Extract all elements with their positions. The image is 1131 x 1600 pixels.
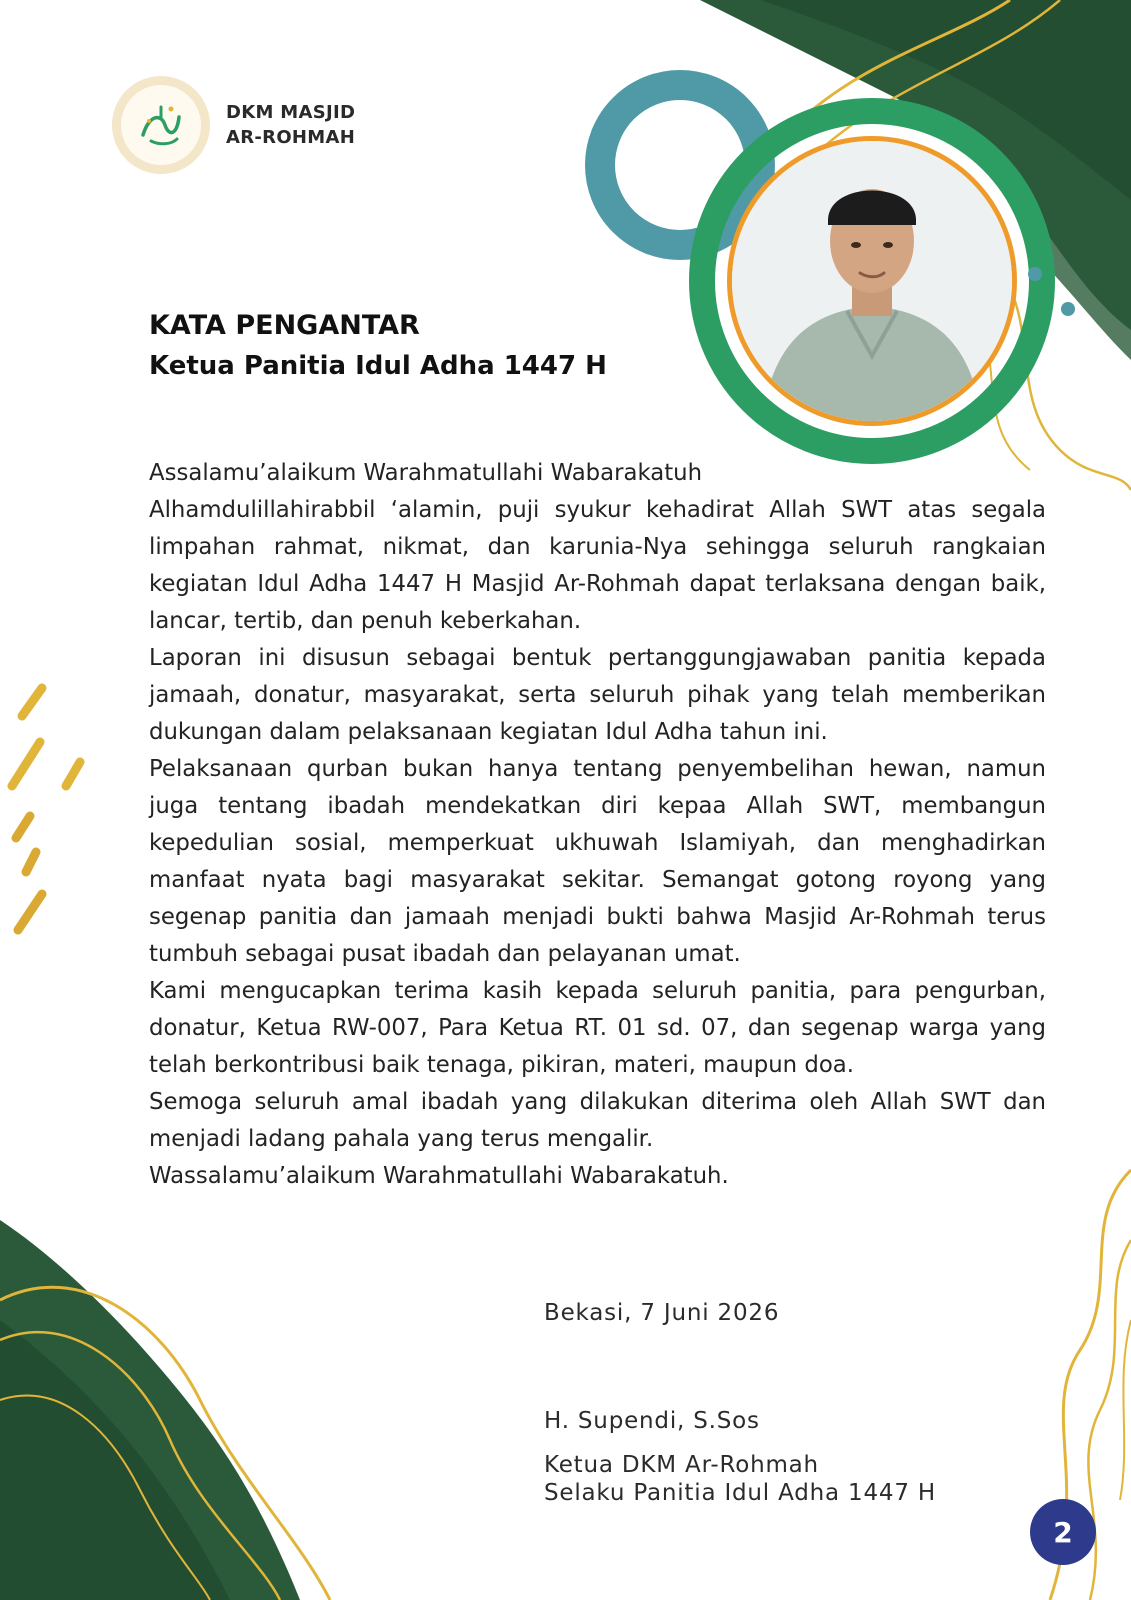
signature-position-line1: Ketua DKM Ar-Rohmah: [544, 1452, 819, 1478]
signature-position-line2: Selaku Panitia Idul Adha 1447 H: [544, 1480, 936, 1506]
title-line2: Ketua Panitia Idul Adha 1447 H: [149, 351, 607, 381]
paragraph-gratitude: Alhamdulillahirabbil ‘alamin, puji syukur kehadirat Allah SWT atas segala limpahan rahmat, nikmat, dan karunia-Nya sehingga seluruh rangkaian kegiatan Idul Adha 1447 H Masjid Ar-Rohmah dapat terlaksana dengan baik, lancar, tertib, dan penuh keberkahan.: [149, 497, 1046, 634]
paragraph-greeting: Assalamu’alaikum Warahmatullahi Wabarakatuh: [149, 460, 703, 486]
organization-name: [226, 100, 355, 150]
calligraphy-icon: [121, 85, 201, 165]
mosque-logo: [112, 76, 210, 174]
org-name-line2: AR-ROHMAH: [226, 127, 356, 148]
letter-body: [149, 455, 1046, 1195]
paragraph-closing: Wassalamu’alaikum Warahmatullahi Wabarakatuh.: [149, 1163, 729, 1189]
paragraph-qurban-meaning: Pelaksanaan qurban bukan hanya tentang penyembelihan hewan, namun juga tentang ibadah mendekatkan diri kepaa Allah SWT, membangun kepedulian sosial, memperkuat ukhuwah Islamiyah, dan menghadirkan manfaat nyata bagi masyarakat sekitar. Semangat gotong royong yang segenap panitia dan jamaah menjadi bukti bahwa Masjid Ar-Rohmah terus tumbuh sebagai pusat ibadah dan pelayanan umat.: [149, 756, 1046, 967]
title-line1: KATA PENGANTAR: [149, 310, 420, 341]
paragraph-report-purpose: Laporan ini disusun sebagai bentuk pertanggungjawaban panitia kepada jamaah, donatur, masyarakat, serta seluruh pihak yang telah memberikan dukungan dalam pelaksanaan kegiatan Idul Adha tahun ini.: [149, 645, 1046, 745]
paragraph-prayer: Semoga seluruh amal ibadah yang dilakukan diterima oleh Allah SWT dan menjadi ladang pahala yang terus mengalir.: [149, 1089, 1046, 1152]
signature-position: [544, 1451, 936, 1507]
chairman-portrait: [727, 136, 1017, 426]
paragraph-thanks: Kami mengucapkan terima kasih kepada seluruh panitia, para pengurban, donatur, Ketua RW-007, Para Ketua RT. 01 sd. 07, dan segenap warga yang telah berkontribusi baik tenaga, pikiran, materi, maupun doa.: [149, 978, 1046, 1078]
portrait-illustration: [732, 141, 1012, 421]
page-title: [149, 306, 607, 386]
org-name-line1: DKM MASJID: [226, 102, 356, 123]
signature-place-date: Bekasi, 7 Juni 2026: [544, 1300, 780, 1326]
page-number-badge: 2: [1030, 1499, 1096, 1565]
signature-name: H. Supendi, S.Sos: [544, 1408, 760, 1434]
